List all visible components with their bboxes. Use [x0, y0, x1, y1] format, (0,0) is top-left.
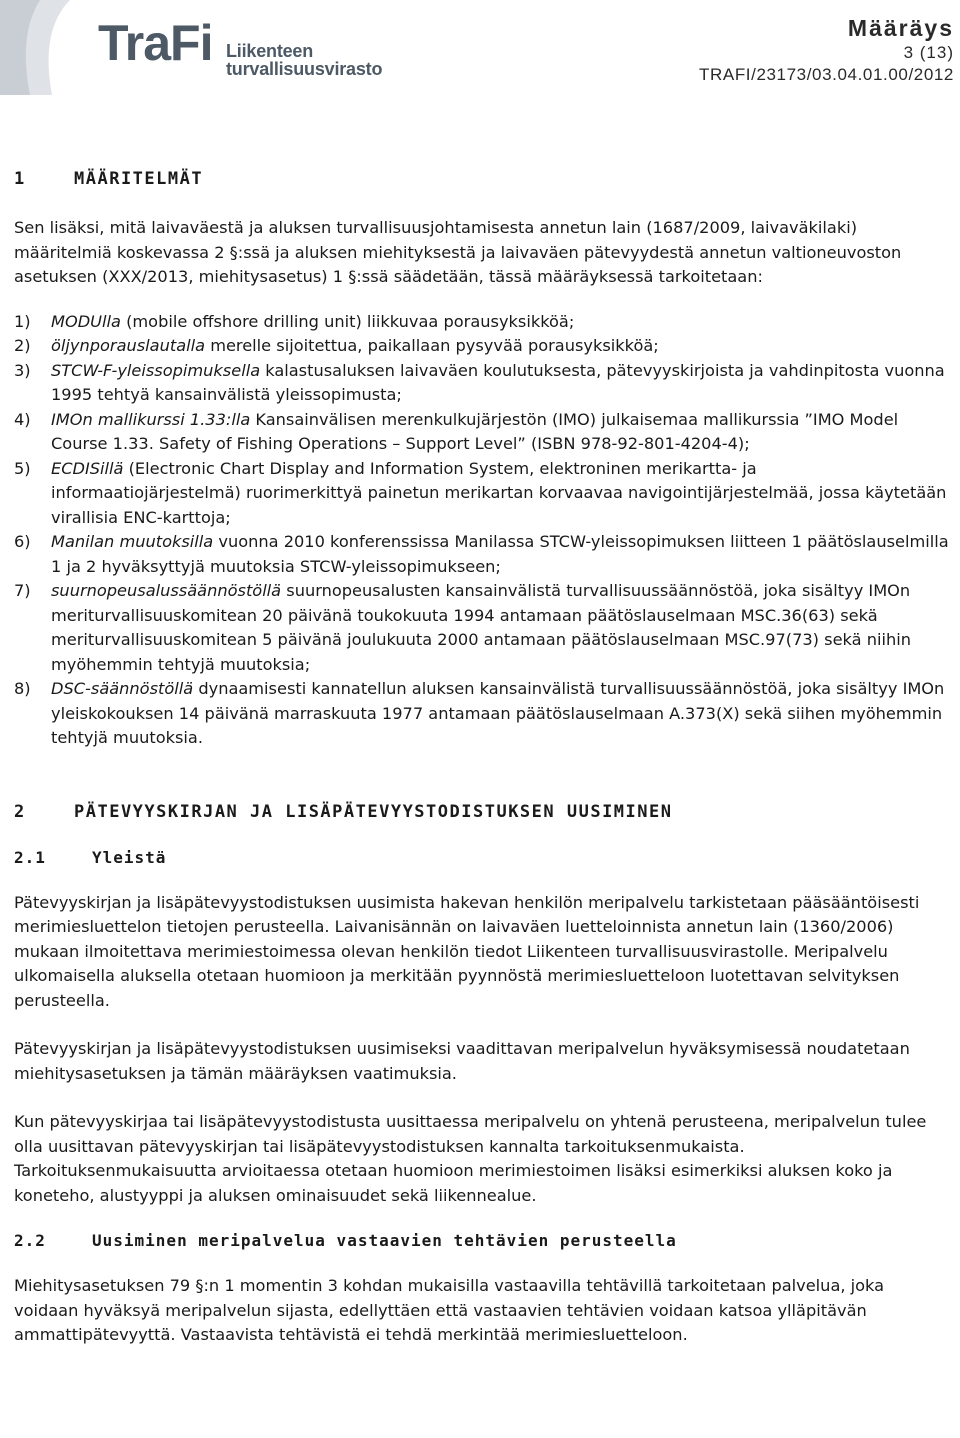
document-body: [14, 166, 950, 1348]
page-number: 3 (13): [903, 43, 954, 62]
document-type: Määräys: [847, 15, 954, 41]
subsection-title: Uusiminen meripalvelua vastaavien tehtävien perusteella: [92, 1231, 677, 1250]
definition-item: [14, 310, 950, 335]
definition-item: [14, 359, 950, 408]
section-heading: [14, 166, 950, 192]
definition-text: dynaamisesti kannatellun aluksen kansainvälistä turvallisuussäännöstöä, joka sisältyy IMOn yleiskokouksen 14 päivänä marraskuuta 1977 antamaan päätöslauselmaan A.373(X) sekä siihen myöhemmin tehtyjä muutoksia.: [51, 679, 945, 747]
definition-number: 2): [14, 336, 31, 355]
section-heading: [14, 799, 950, 825]
definition-term: MODUlla: [51, 311, 121, 331]
definition-term: Manilan muutoksilla: [51, 532, 214, 551]
definition-text: Kansainvälisen merenkulkujärjestön (IMO) julkaisemaa mallikurssia ”IMO Model Course 1.33. Safety of Fishing Operations – Support Level” (ISBN 978-92-801-4204-4);: [51, 409, 899, 453]
subsection-heading: [14, 1228, 950, 1254]
definition-term: IMOn mallikurssi 1.33:lla: [51, 409, 251, 429]
definition-term: STCW-F-yleissopimuksella: [51, 360, 261, 380]
definition-term: öljynporauslautalla: [51, 336, 206, 355]
definition-text: kalastusaluksen laivaväen koulutuksesta, pätevyyskirjoista ja vahdinpitosta vuonna 1995 tehtyä kansainvälistä yleissopimusta;: [51, 360, 945, 404]
subsection-heading: [14, 845, 950, 871]
definition-item: [14, 457, 950, 531]
subsection-number: 2.1: [14, 847, 46, 867]
section-number: 2: [14, 801, 26, 822]
definition-item: [14, 677, 950, 751]
definition-number: 4): [14, 409, 31, 429]
definitions-intro: Sen lisäksi, mitä laivaväestä ja aluksen turvallisuusjohtamisesta annetun lain (1687/2009, laivaväkilaki) määritelmiä koskevassa 2 §:ssä ja aluksen miehityksestä ja laivaväen pätevyydestä annetun valtioneuvoston asetuksen (XXX/2013, miehitysasetus) 1 §:ssä säädetään, tässä määräyksessä tarkoitetaan:: [14, 218, 902, 286]
section-number: 1: [14, 169, 26, 189]
section-title: MÄÄRITELMÄT: [74, 169, 204, 189]
logo-brand-text: TraFi: [98, 15, 213, 71]
paragraph: Kun pätevyyskirjaa tai lisäpätevyystodistusta uusittaessa meripalvelu on yhtenä perusteena, meripalvelun tulee olla uusittavan pätevyyskirjan tai lisäpätevyystodistuksen kannalta tarkoituksenmukaista. Tarkoituksenmukaisuutta arvioitaessa otetaan huomioon merimiestoimen lisäksi esimerkiksi aluksen koko ja koneteho, alustyyppi ja aluksen ominaisuudet sekä liikennealue.: [14, 1112, 927, 1205]
definition-text: vuonna 2010 konferenssissa Manilassa STCW-yleissopimuksen liitteen 1 päätöslauselmilla 1 ja 2 hyväksyttyjä muutoksia STCW-yleissopimukseen;: [51, 532, 949, 576]
definition-term: ECDISillä: [51, 458, 124, 478]
trafi-logo: [0, 0, 440, 100]
definition-text: merelle sijoitettua, paikallaan pysyvää porausyksikköä;: [205, 336, 659, 355]
definition-number: 3): [14, 360, 31, 380]
paragraph: Pätevyyskirjan ja lisäpätevyystodistuksen uusimiseksi vaadittavan meripalvelun hyväksymisessä noudatetaan miehitysasetuksen ja tämän määräyksen vaatimuksia.: [14, 1039, 910, 1083]
definition-item: [14, 334, 950, 359]
subsection-title: Yleistä: [92, 847, 167, 867]
definition-item: [14, 530, 950, 579]
definition-number: 5): [14, 458, 31, 478]
definition-text: suurnopeusalusten kansainvälistä turvallisuussäännöstöä, joka sisältyy IMOn meriturvallisuuskomitean 20 päivänä toukokuuta 1994 antamaan päätöslauselmaan MSC.36(63) sekä meriturvallisuuskomitean 5 päivänä joulukuuta 2000 antamaan päätöslauselmaan MSC.97(73) sekä niihin myöhemmin tehtyjä muutoksia;: [51, 581, 911, 674]
definition-number: 7): [14, 581, 31, 600]
document-reference: TRAFI/23173/03.04.01.00/2012: [699, 65, 954, 84]
definition-item: [14, 579, 950, 677]
definition-number: 1): [14, 311, 31, 331]
section-title: PÄTEVYYSKIRJAN JA LISÄPÄTEVYYSTODISTUKSEN UUSIMINEN: [74, 801, 673, 822]
definition-text: (Electronic Chart Display and Information System, elektroninen merikartta- ja informaatiojärjestelmä) ruorimerkittyä painetun merikartan korvaavaa navigointijärjestelmää, jossa käytetään virallisia ENC-karttoja;: [51, 458, 947, 527]
paragraph: Miehitysasetuksen 79 §:n 1 momentin 3 kohdan mukaisilla vastaavilla tehtävillä tarkoitetaan palvelua, joka voidaan hyväksyä meripalvelun sijasta, edellyttäen että vastaavien tehtävien voidaan katsoa ylläpitävän ammattipätevyyttä. Vastaavista tehtävistä ei tehdä merkintää merimiesluetteloon.: [14, 1276, 885, 1344]
definition-item: [14, 408, 950, 457]
subsection-number: 2.2: [14, 1231, 46, 1250]
logo-agency-text: Liikenteen turvallisuusvirasto: [226, 41, 383, 79]
document-meta: [699, 14, 954, 86]
definition-term: DSC-säännöstöllä: [51, 679, 194, 698]
paragraph: Pätevyyskirjan ja lisäpätevyystodistuksen uusimista hakevan henkilön meripalvelu tarkistetaan pääsääntöisesti merimiesluettelon tietojen perusteella. Laivanisännän on laivaväen luetteloinnista annetun lain (1360/2006) mukaan ilmoitettava merimiestoimessa olevan henkilön tiedot Liikenteen turvallisuusvirastolle. Meripalvelu ulkomaisella aluksella otetaan huomioon ja merkitään pyynnöstä merimiesluetteloon luotettavan selvityksen perusteella.: [14, 892, 920, 1010]
definition-number: 6): [14, 532, 31, 551]
definition-term: suurnopeusalussäännöstöllä: [51, 581, 282, 600]
page-header: [0, 0, 960, 110]
definition-number: 8): [14, 679, 31, 698]
definitions-list: [14, 310, 950, 751]
definition-text: (mobile offshore drilling unit) liikkuvaa porausyksikköä;: [120, 311, 575, 331]
